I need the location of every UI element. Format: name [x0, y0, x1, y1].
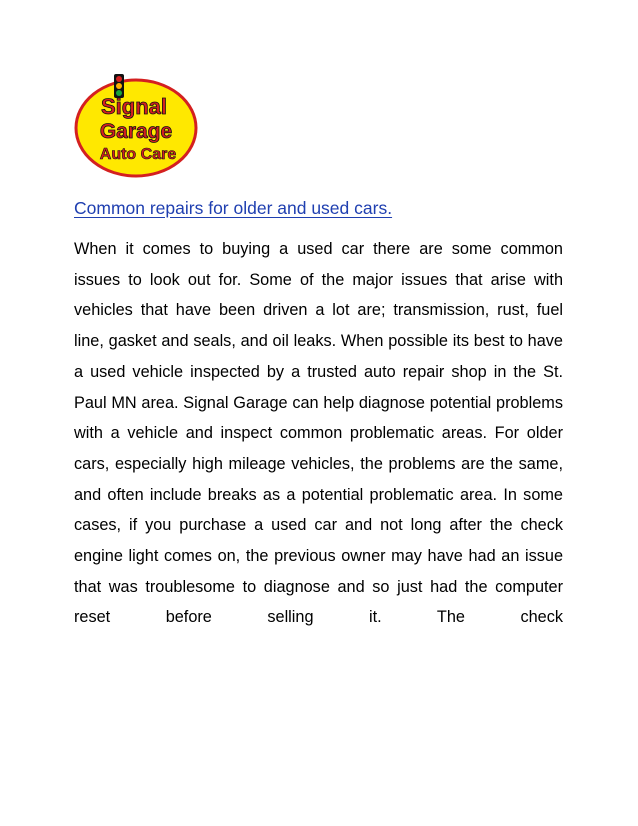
- logo-line-auto-care: Auto Care: [99, 146, 177, 163]
- article-title: Common repairs for older and used cars.: [74, 198, 393, 218]
- logo-line-signal: Signal: [100, 94, 168, 119]
- logo-line-garage: Garage: [99, 120, 173, 143]
- signal-garage-logo: [74, 70, 198, 178]
- article-body: When it comes to buying a used car there are some common issues to look out for. Some of the major issues that arise with vehicles that have been driven a lot are; transmission, rust, fuel line, gasket and seals, and oil leaks. When possible its best to have a used vehicle inspected by a trusted auto repair shop in the St. Paul MN area. Signal Garage can help diagnose potential problems with a vehicle and inspect common problematic areas. For older cars, especially high mileage vehicles, the problems are the same, and often include breaks as a potential problematic area. In some cases, if you purchase a used car and not long after the check engine light comes on, the previous owner may have had an issue that was troublesome to diagnose and so just had the computer reset before selling it. The check: [74, 240, 563, 627]
- logo-graphic: [74, 70, 198, 178]
